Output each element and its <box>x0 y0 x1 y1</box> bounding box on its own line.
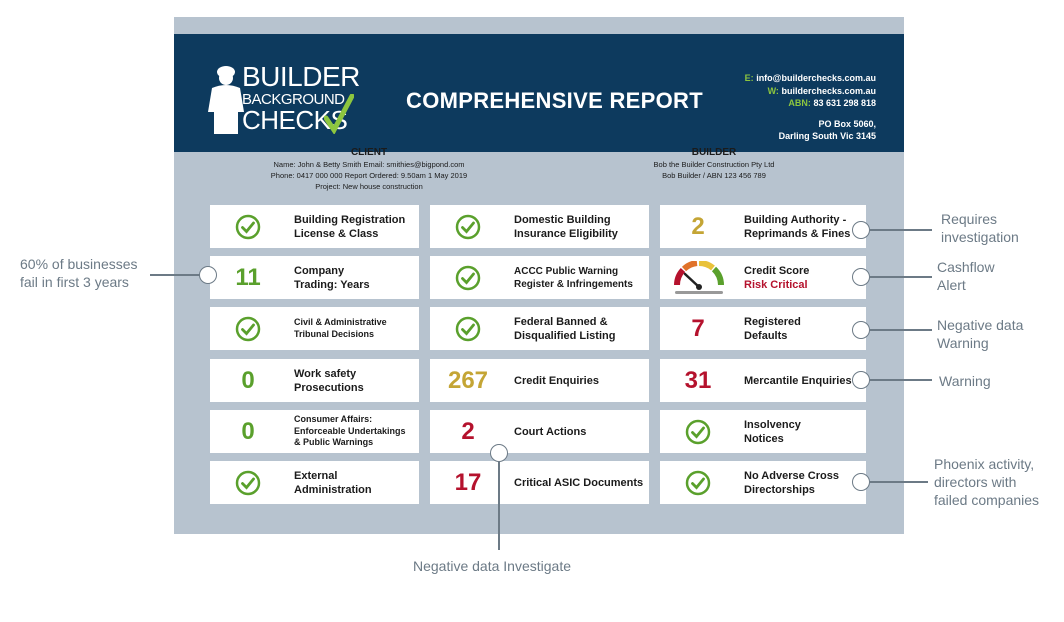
callout-requires-investigation: Requires investigation <box>941 211 1019 245</box>
card-value: 7 <box>691 314 705 342</box>
callout-negative-investigate: Negative data Investigate <box>413 558 571 574</box>
card-civil-tribunal[interactable] <box>210 307 419 350</box>
contact-info <box>745 72 876 143</box>
callout-connector <box>870 329 932 331</box>
client-info <box>254 147 484 192</box>
callout-connector <box>150 274 200 276</box>
address-line1: PO Box 5060, <box>818 118 876 129</box>
card-label: Company Trading: Years <box>294 264 370 291</box>
web-link[interactable]: builderchecks.com.au <box>781 85 876 96</box>
company-logo <box>206 61 366 144</box>
card-label: Building Registration License & Class <box>294 213 406 240</box>
email-key: E: <box>744 73 754 83</box>
client-heading: CLIENT <box>350 147 388 158</box>
card-label: Critical ASIC Documents <box>514 476 644 489</box>
card-value: 17 <box>454 468 482 496</box>
card-domestic-insurance[interactable] <box>430 205 649 248</box>
client-line3: Project: New house construction <box>315 182 423 191</box>
card-label: ACCC Public Warning Register & Infringements <box>514 265 633 290</box>
address-line2: Darling South Vic 3145 <box>778 131 876 141</box>
card-court-actions[interactable] <box>430 410 649 453</box>
card-label: Consumer Affairs: Enforceable Undertakings & Public Warnings <box>294 414 406 448</box>
card-work-safety[interactable] <box>210 359 419 402</box>
builder-line2: Bob Builder / ABN 123 456 789 <box>662 171 766 180</box>
card-label: Insolvency Notices <box>744 418 801 445</box>
card-building-authority[interactable] <box>660 205 866 248</box>
check-circle-icon <box>455 316 481 342</box>
card-federal-banned[interactable] <box>430 307 649 350</box>
card-label: Credit Enquiries <box>514 374 599 387</box>
callout-marker-left[interactable] <box>199 266 217 284</box>
check-circle-icon <box>235 470 261 496</box>
callout-marker-bottom[interactable] <box>490 444 508 462</box>
check-circle-icon <box>235 316 261 342</box>
card-registered-defaults[interactable] <box>660 307 866 350</box>
client-line2: Phone: 0417 000 000 Report Ordered: 9.50am 1 May 2019 <box>270 171 468 180</box>
report-panel <box>174 17 904 534</box>
builder-info <box>614 147 814 181</box>
card-accc-warning[interactable] <box>430 256 649 299</box>
callout-connector <box>870 229 932 231</box>
logo-line3: CHECKS <box>242 105 348 135</box>
callout-marker-r2[interactable] <box>852 268 870 286</box>
callout-connector <box>870 481 928 483</box>
card-mercantile-enquiries[interactable] <box>660 359 866 402</box>
builder-silhouette-icon <box>206 64 246 134</box>
card-value: 2 <box>461 417 475 445</box>
card-label: External Administration <box>294 469 372 496</box>
card-label: Building Authority - Reprimands & Fines <box>744 213 851 240</box>
callout-connector <box>870 379 932 381</box>
check-circle-icon <box>235 214 261 240</box>
card-company-trading[interactable] <box>210 256 419 299</box>
callout-warning: Warning <box>939 373 991 389</box>
check-circle-icon <box>685 419 711 445</box>
card-cross-directorships[interactable] <box>660 461 866 504</box>
card-label: No Adverse Cross Directorships <box>744 469 839 496</box>
card-label: Court Actions <box>514 425 587 438</box>
callout-marker-r5[interactable] <box>852 473 870 491</box>
callout-connector <box>498 462 500 550</box>
email-link[interactable]: info@builderchecks.com.au <box>756 73 876 83</box>
card-external-admin[interactable] <box>210 461 419 504</box>
card-label: Federal Banned & Disqualified Listing <box>514 315 616 342</box>
abn-value: 83 631 298 818 <box>813 98 876 108</box>
callout-marker-r3[interactable] <box>852 321 870 339</box>
card-building-registration[interactable] <box>210 205 419 248</box>
callout-cashflow: Cashflow Alert <box>937 259 995 293</box>
check-circle-icon <box>685 470 711 496</box>
builder-line1: Bob the Builder Construction Pty Ltd <box>653 160 775 169</box>
card-insolvency[interactable] <box>660 410 866 453</box>
callout-left: 60% of businesses fail in first 3 years <box>20 256 138 290</box>
card-value: 267 <box>447 366 489 394</box>
callout-negative-warning: Negative data Warning <box>937 317 1024 351</box>
abn-key: ABN: <box>788 98 811 108</box>
callout-phoenix-activity: Phoenix activity, directors with failed companies <box>934 456 1040 508</box>
card-label: Domestic Building Insurance Eligibility <box>514 213 618 240</box>
logo-check-icon <box>324 94 354 134</box>
card-credit-score[interactable] <box>660 256 866 299</box>
card-value: 11 <box>235 263 261 291</box>
card-value: 31 <box>684 366 712 394</box>
card-value: 0 <box>241 366 255 394</box>
check-circle-icon <box>455 265 481 291</box>
logo-line2: BACKGROUND <box>242 91 345 108</box>
client-line1: Name: John & Betty Smith Email: smithies@bigpond.com <box>273 160 465 169</box>
page-title: COMPREHENSIVE REPORT <box>406 88 703 113</box>
card-label: Credit Score Risk Critical <box>744 264 810 291</box>
card-asic-documents[interactable] <box>430 461 649 504</box>
web-key: W: <box>767 85 779 96</box>
builder-heading: BUILDER <box>691 147 737 158</box>
callout-marker-r4[interactable] <box>852 371 870 389</box>
card-label: Registered Defaults <box>744 315 801 342</box>
check-circle-icon <box>455 214 481 240</box>
credit-gauge-icon <box>669 261 729 295</box>
callout-marker-r1[interactable] <box>852 221 870 239</box>
card-value: 0 <box>241 417 255 445</box>
card-label: Civil & Administrative Tribunal Decisions <box>294 317 387 339</box>
card-credit-enquiries[interactable] <box>430 359 649 402</box>
callout-connector <box>870 276 932 278</box>
card-label: Work safety Prosecutions <box>294 367 364 394</box>
card-consumer-affairs[interactable] <box>210 410 419 453</box>
card-value: 2 <box>691 212 705 240</box>
logo-line1: BUILDER <box>242 61 360 92</box>
report-header <box>174 34 904 152</box>
card-label: Mercantile Enquiries <box>744 374 852 387</box>
